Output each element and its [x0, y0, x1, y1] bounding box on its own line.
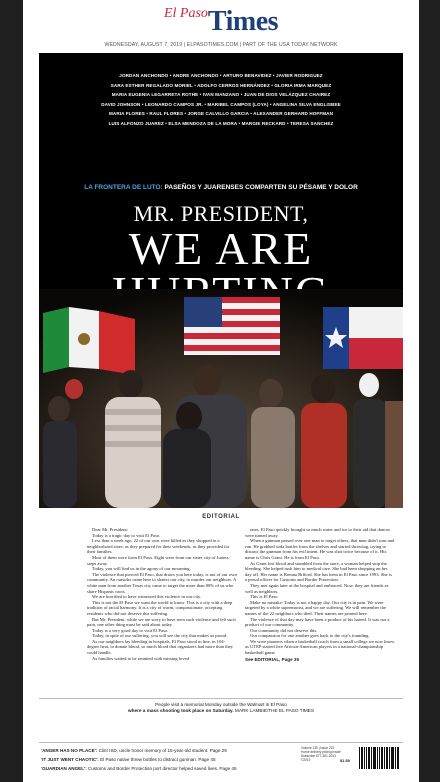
editorial-paragraph: When a gunman passed over one man to target others, that man didn't turn and run. He grabbed soda bottles from the shelves and started throwing, trying to distract the gunman from his evil intent. He was shot twice because of it. His name is Chris Grant. He is from El Paso. [245, 538, 395, 560]
cover-panel [39, 53, 403, 508]
editorial-paragraph: As Grant lost blood and stumbled from the store, a woman helped stop the bleeding. She helped rush him to medical care. She had been shopping on her day off. Her name is Brenna Bifford. She has been in El Paso since 1993. She is a proud officer for Customs and Border Protection. [245, 560, 392, 583]
editorial-paragraph: Our community did not deserve this. [250, 627, 318, 633]
editorial-paragraph: Our compassion for one another goes back to the city's founding. [250, 633, 370, 639]
victim-names [49, 71, 393, 129]
editorial-paragraph: ones, El Paso quickly brought so much water and ice to their aid that donors were turned away. [245, 527, 390, 538]
editorial-paragraph: As families waited to be reunited with missing loved [92, 655, 189, 661]
memorial-photo [39, 289, 403, 508]
spanish-subhead [39, 184, 403, 191]
caption-line-1: People visit a memorial Monday outside the Walmart in El Paso [155, 702, 287, 707]
teaser-item[interactable] [41, 764, 271, 773]
dateline: WEDNESDAY, AUGUST 7, 2019 | ELPASOTIMES.COM | PART OF THE USA TODAY NETWORK [104, 42, 338, 48]
photo-caption [23, 702, 419, 714]
editorial-column-2 [245, 527, 395, 662]
logo-el-paso: El Paso [163, 6, 208, 21]
victim-names-line: MARIA EUGENIA LEGARRETA ROTHE • IVAN MANZANO • JUAN DE DIOS VELÁZQUEZ CHAIREZ [111, 92, 331, 98]
teaser-item[interactable] [41, 746, 271, 755]
editorial-label: EDITORIAL [202, 514, 240, 520]
teaser-text: Clint ISD, uncle honor memory of 15-year-old student. Page 29 [97, 748, 227, 753]
barcode-icon [357, 745, 401, 775]
editorial-paragraph: We are horrified to have witnessed this violence in our city. [92, 594, 202, 600]
cover-price: $1.50 [340, 758, 351, 763]
issue-info-line: Home delivery pricing inside [301, 750, 341, 754]
editorial-paragraph: As our neighbors lay bleeding in hospitals, El Paso stood in line, in 104-degree heat, to donate blood, so much blood that organizers had more than they could handle. [87, 638, 233, 656]
headline-line-2: WE ARE [128, 223, 314, 274]
issue-info [301, 746, 341, 762]
teasers [41, 746, 271, 773]
victim-names-line: LUIS ALFONZO JUAREZ • ELSA MENDOZA DE LA MORA • MARGIE RECKARD • TERESA SANCHEZ [108, 120, 334, 126]
teaser-text: El Paso native threw bottles to distract gunman. Page 45 [98, 757, 216, 762]
headline-line-1: MR. PRESIDENT, [133, 201, 309, 226]
editorial-paragraph: The violence that pierced El Paso, that draws you here today, is not of our own community. An outsider came here to shatter our city, to murder our neighbors. A white man from another Texas city came to target the more than 80% of us who share Hispanic roots. [87, 571, 237, 594]
issue-info-line: Volume 139 | Issue 219 [301, 746, 335, 750]
el-paso-times-logo [23, 6, 419, 38]
masthead [23, 0, 419, 52]
issue-info-line: ©2019 [301, 758, 311, 762]
teaser-kicker: 'ANGER HAS NO PLACE': [41, 748, 98, 753]
newspaper-front-page [23, 0, 419, 782]
editorial-paragraph: Today is a very good day to visit El Paso. [92, 627, 169, 633]
victim-names-line: SARA ESTHER REGALADO MORIEL • ADOLFO CERROS HERNÁNDEZ • GLORIA IRMA MARQUEZ [110, 82, 332, 88]
editorial-paragraph: But Mr. President, while we are sorry to have seen such violence and felt such pain, one other thing must be said about today. [87, 616, 236, 628]
us-flag [184, 297, 280, 355]
photo-credit: MARK LAMBIE/THE EL PASO TIMES [233, 708, 315, 713]
divider [39, 698, 403, 699]
teaser-text: Customs and Border Protection port director helped saved lives. Page 45 [86, 766, 237, 771]
logo-times: Times [207, 6, 279, 37]
editorial-paragraph: They met again later at the hospital and embraced. Now, they are friends as well as neighbors. [245, 582, 389, 594]
subhead-text: PASEÑOS Y JUARENSES COMPARTEN SU PÉSAME Y DOLOR [162, 184, 358, 191]
editorial-column-1 [87, 527, 237, 661]
see-editorial-link[interactable]: See EDITORIAL, Page 35 [245, 656, 300, 662]
issue-info-line: Subscribe 877-301-0013 [301, 754, 336, 758]
subhead-kicker: LA FRONTERA DE LUTO: [84, 184, 163, 191]
editorial-paragraph: This is El Paso. [250, 594, 279, 600]
editorial-paragraph: Less than a week ago, 22 of our own were killed as they shopped in a neighborhood store, as they prepared for their weekends, as they provided for their families. [87, 538, 230, 555]
victim-names-line: MARIA FLORES • RAUL FLORES • JORGE CALVILLO GARCIA • ALEXANDER GERHARD HOFFMAN [108, 111, 334, 117]
victim-names-line: JORDAN ANCHONDO • ANDRE ANCHONDO • ARTURO BENAVIDEZ • JAVIER RODRIGUEZ [119, 73, 323, 78]
caption-line-2: where a mass shooting took place on Saturday. [127, 708, 234, 713]
editorial-paragraph: Most of them were from El Paso. Eight were from our sister city of Juárez, steps away. [87, 554, 230, 566]
editorial-paragraph: Dear Mr. President: [92, 527, 129, 532]
editorial-paragraph: This is not the El Paso we want the world to know. This is a city with a deep tradition of racial harmony. It is a city of warm, compassionate, accepting residents who did not deserve this suffering. [87, 599, 233, 616]
editorial-paragraph: Today, in spite of our suffering, you will see the city that makes us proud. [92, 633, 228, 639]
divider [39, 742, 403, 743]
editorial-paragraph: Make no mistake: Today is not a happy day. Our city is in pain. We were targeted by a white supremacist, and we are suffering. We will remember the names of the 22 neighbors who died. Their names are printed here. [245, 599, 386, 616]
editorial-paragraph: We were pioneers when a basketball coach from a small college we now know as UTEP started five African-American players in a national-championship basketball game [245, 638, 395, 656]
victim-names-line: DAVID JOHNSON • LEONARDO CAMPOS JR. • MARIBEL CAMPOS (LOYA) • ANGELINA SILVA ENGLISBEE [101, 101, 341, 107]
mexican-flag [43, 307, 135, 375]
texas-flag [323, 307, 403, 369]
teaser-item[interactable] [41, 755, 271, 764]
teaser-kicker: 'IT JUST WENT CHAOTIC': [41, 757, 99, 762]
editorial-paragraph: Today, you will find us in the agony of our mourning. [92, 566, 191, 572]
teaser-kicker: 'GUARDIAN ANGEL': [41, 766, 87, 771]
editorial-paragraph: Today is a tragic day to visit El Paso. [92, 532, 161, 538]
editorial-paragraph: The violence of that day may have been a product of his hatred. It was not a product of our community. [245, 616, 390, 628]
